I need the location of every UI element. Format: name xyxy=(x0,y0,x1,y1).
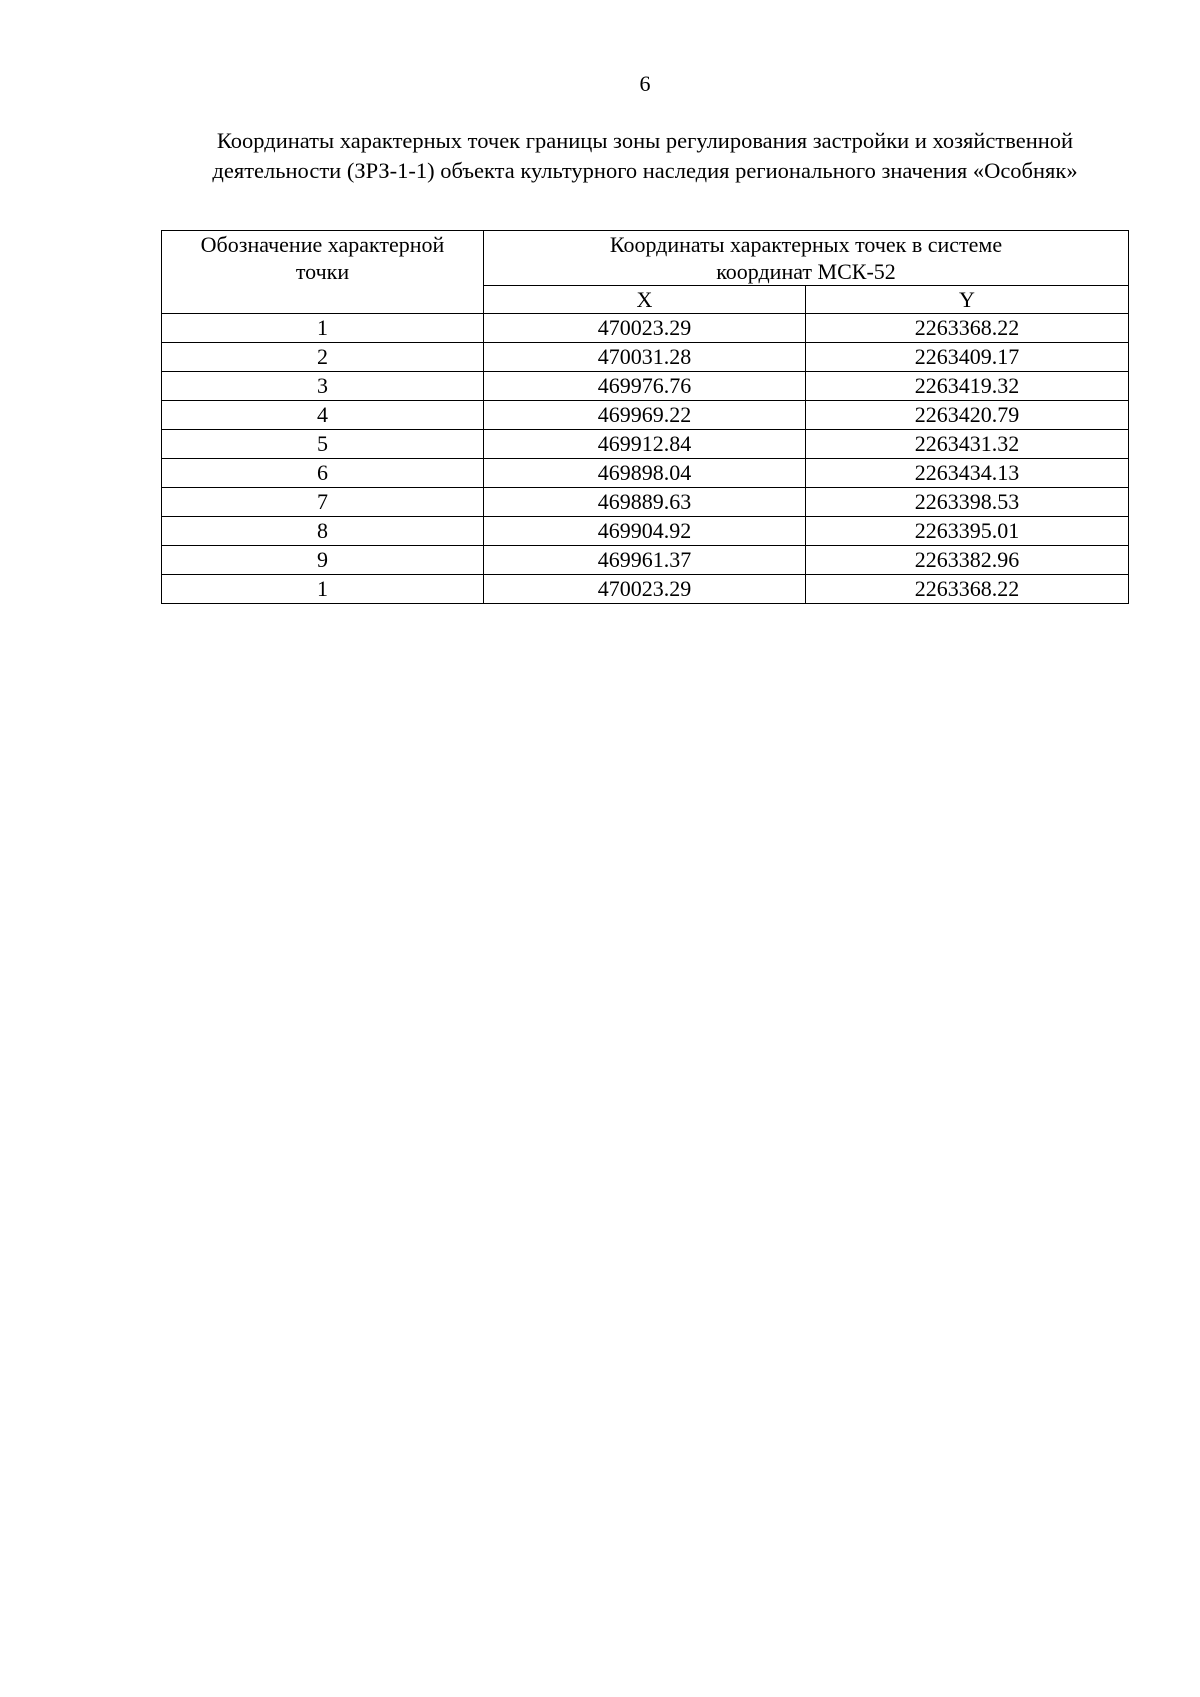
y-cell: 2263368.22 xyxy=(806,314,1129,343)
table-row xyxy=(162,314,1129,343)
point-cell: 9 xyxy=(162,546,484,575)
x-cell: 469912.84 xyxy=(484,430,806,459)
y-cell: 2263398.53 xyxy=(806,488,1129,517)
point-cell: 2 xyxy=(162,343,484,372)
table-row xyxy=(162,546,1129,575)
x-cell: 470023.29 xyxy=(484,314,806,343)
table-row xyxy=(162,372,1129,401)
point-cell: 8 xyxy=(162,517,484,546)
point-designation-header-line-1: Обозначение характерной xyxy=(200,232,445,257)
table-row xyxy=(162,401,1129,430)
document-title-line-2: деятельности (ЗРЗ-1-1) объекта культурного наследия регионального значения «Особняк» xyxy=(212,158,1078,183)
coordinates-table xyxy=(161,230,1129,604)
y-cell: 2263395.01 xyxy=(806,517,1129,546)
point-cell: 1 xyxy=(162,314,484,343)
x-cell: 469898.04 xyxy=(484,459,806,488)
y-cell: 2263368.22 xyxy=(806,575,1129,604)
point-cell: 5 xyxy=(162,430,484,459)
x-column-header: X xyxy=(484,286,806,314)
table-header xyxy=(162,231,1129,314)
coordinate-system-header-line-2: координат МСК-52 xyxy=(716,259,896,284)
point-cell: 7 xyxy=(162,488,484,517)
x-cell: 470023.29 xyxy=(484,575,806,604)
x-cell: 469889.63 xyxy=(484,488,806,517)
document-title-line-1: Координаты характерных точек границы зоны регулирования застройки и хозяйственной xyxy=(216,128,1074,153)
document-title xyxy=(162,126,1128,186)
y-cell: 2263434.13 xyxy=(806,459,1129,488)
point-cell: 3 xyxy=(162,372,484,401)
point-designation-header xyxy=(162,231,484,314)
coordinate-system-header-line-1: Координаты характерных точек в системе xyxy=(609,232,1003,257)
table-header-row-1 xyxy=(162,231,1129,286)
x-cell: 470031.28 xyxy=(484,343,806,372)
y-cell: 2263431.32 xyxy=(806,430,1129,459)
table-row xyxy=(162,343,1129,372)
point-designation-header-line-2: точки xyxy=(295,259,350,284)
point-cell: 1 xyxy=(162,575,484,604)
x-cell: 469961.37 xyxy=(484,546,806,575)
table-row xyxy=(162,575,1129,604)
x-cell: 469976.76 xyxy=(484,372,806,401)
point-cell: 6 xyxy=(162,459,484,488)
x-cell: 469904.92 xyxy=(484,517,806,546)
table-row xyxy=(162,430,1129,459)
table-row xyxy=(162,459,1129,488)
y-cell: 2263409.17 xyxy=(806,343,1129,372)
y-cell: 2263420.79 xyxy=(806,401,1129,430)
point-cell: 4 xyxy=(162,401,484,430)
y-cell: 2263419.32 xyxy=(806,372,1129,401)
table-body xyxy=(162,314,1129,604)
y-cell: 2263382.96 xyxy=(806,546,1129,575)
table-row xyxy=(162,517,1129,546)
coordinate-system-header xyxy=(484,231,1129,286)
x-cell: 469969.22 xyxy=(484,401,806,430)
y-column-header: Y xyxy=(806,286,1129,314)
page-number: 6 xyxy=(639,71,651,96)
table-row xyxy=(162,488,1129,517)
